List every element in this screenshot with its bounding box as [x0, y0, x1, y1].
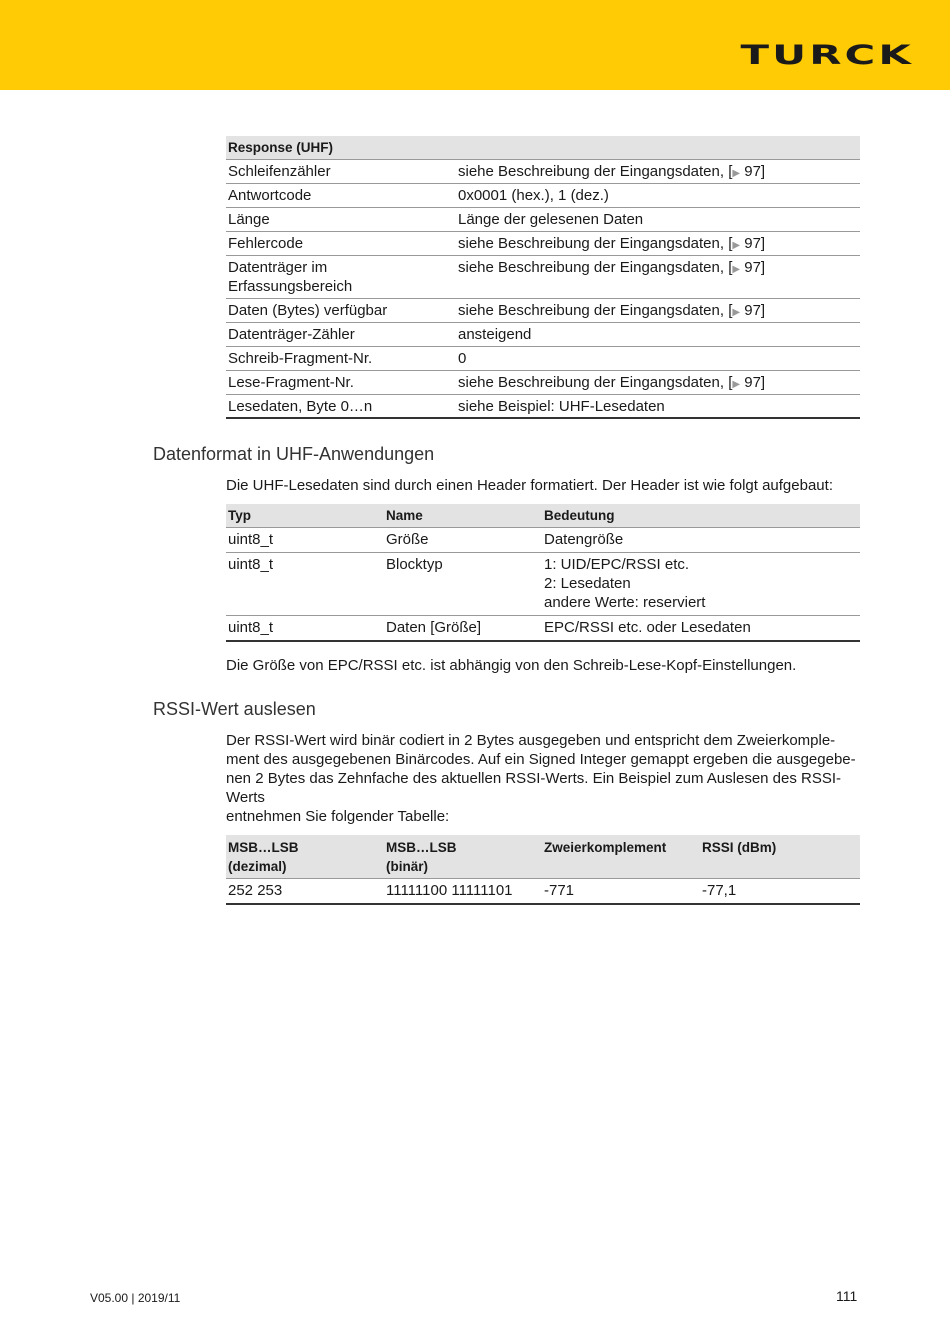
rssi-paragraph-line: ment des ausgegebenen Binärcodes. Auf ein Signed Integer gemappt ergeben die ausgegebe-	[226, 751, 856, 768]
table-row	[226, 552, 860, 615]
response-table-title: Response (UHF)	[228, 139, 334, 155]
section-intro: Die UHF-Lesedaten sind durch einen Header formatiert. Der Header ist wie folgt aufgebaut:	[226, 477, 833, 494]
field-name: Daten (Bytes) verfügbar	[226, 298, 456, 322]
value-text: siehe Beispiel: UHF-Lesedaten	[458, 397, 665, 415]
value-text: Länge der gelesenen Daten	[458, 210, 644, 228]
turck-logo: TURCK	[740, 40, 914, 71]
arrow-right-icon: ▶	[732, 378, 741, 390]
field-name: Länge	[226, 207, 456, 231]
col-header-zweierkomplement: Zweierkomplement	[544, 840, 667, 855]
value-text: siehe Beschreibung der Eingangsdaten,	[458, 301, 725, 319]
page-reference-link[interactable]: [▶ 97]	[724, 373, 766, 391]
header-band	[0, 0, 950, 90]
table-row	[226, 878, 860, 904]
value-text: siehe Beschreibung der Eingangsdaten,	[458, 162, 725, 180]
col-header-rssi: RSSI (dBm)	[702, 840, 777, 855]
col-header-bedeutung: Bedeutung	[544, 507, 615, 523]
rssi-paragraph	[226, 731, 860, 826]
value-text: siehe Beschreibung der Eingangsdaten,	[458, 258, 725, 276]
table-row	[226, 183, 860, 207]
table-row	[226, 346, 860, 370]
value-text: ansteigend	[458, 325, 532, 343]
arrow-right-icon: ▶	[732, 239, 741, 251]
table-cell: -77,1	[700, 878, 860, 904]
table-row	[226, 370, 860, 394]
page-reference-link[interactable]: [▶ 97]	[724, 162, 766, 180]
arrow-right-icon: ▶	[732, 306, 741, 318]
meaning-line: EPC/RSSI etc. oder Lesedaten	[544, 618, 751, 636]
table-cell	[542, 615, 860, 641]
table-cell: uint8_t	[226, 527, 384, 552]
value-text: 0x0001 (hex.), 1 (dez.)	[458, 186, 609, 204]
field-name: Lesedaten, Byte 0…n	[226, 394, 456, 418]
value-text: siehe Beschreibung der Eingangsdaten,	[458, 234, 725, 252]
response-table	[226, 136, 860, 419]
table-cell	[542, 552, 860, 615]
table-row	[226, 159, 860, 183]
field-value	[456, 159, 860, 183]
rssi-paragraph-line: entnehmen Sie folgender Tabelle:	[226, 808, 450, 825]
field-value	[456, 231, 860, 255]
meaning-line: Datengröße	[544, 530, 624, 548]
table-row	[226, 527, 860, 552]
field-name: Lese-Fragment-Nr.	[226, 370, 456, 394]
header-format-table	[226, 504, 860, 642]
arrow-right-icon: ▶	[732, 167, 741, 179]
table-row	[226, 255, 860, 298]
table-row	[226, 615, 860, 641]
field-value	[456, 370, 860, 394]
field-name: Antwortcode	[226, 183, 456, 207]
meaning-line: andere Werte: reserviert	[544, 593, 706, 611]
meaning-line: 2: Lesedaten	[544, 574, 631, 592]
field-name: Datenträger im Erfassungsbereich	[226, 255, 456, 298]
size-note: Die Größe von EPC/RSSI etc. ist abhängig von den Schreib-Lese-Kopf-Einstellungen.	[226, 657, 797, 674]
table-cell: Blocktyp	[384, 552, 542, 615]
field-value	[456, 298, 860, 322]
col-header-msb-dez: MSB…LSB (dezimal)	[228, 840, 299, 874]
table-cell: Daten [Größe]	[384, 615, 542, 641]
page-reference-link[interactable]: [▶ 97]	[724, 301, 766, 319]
table-cell: 11111100 11111101	[384, 878, 542, 904]
rssi-paragraph-line: Der RSSI-Wert wird binär codiert in 2 Bytes ausgegeben und entspricht dem Zweierkomple-	[226, 732, 836, 749]
table-row	[226, 322, 860, 346]
field-value	[456, 346, 860, 370]
table-cell: uint8_t	[226, 615, 384, 641]
field-value	[456, 322, 860, 346]
table-cell: Größe	[384, 527, 542, 552]
section-heading-datenformat: Datenformat in UHF-Anwendungen	[153, 444, 435, 464]
field-value	[456, 255, 860, 298]
field-value	[456, 183, 860, 207]
table-cell	[542, 527, 860, 552]
footer-version: V05.00 | 2019/11	[90, 1291, 181, 1305]
table-row	[226, 394, 860, 418]
rssi-paragraph-line: nen 2 Bytes das Zehnfache des aktuellen RSSI-Werts. Ein Beispiel zum Auslesen des RSSI-Werts	[226, 770, 842, 806]
table-row	[226, 207, 860, 231]
field-value	[456, 207, 860, 231]
arrow-right-icon: ▶	[732, 263, 741, 275]
field-name: Datenträger-Zähler	[226, 322, 456, 346]
field-name: Schleifenzähler	[226, 159, 456, 183]
col-header-typ: Typ	[228, 507, 251, 523]
value-text: 0	[458, 349, 467, 367]
value-text: siehe Beschreibung der Eingangsdaten,	[458, 373, 725, 391]
section-heading-rssi: RSSI-Wert auslesen	[153, 699, 316, 719]
field-name: Schreib-Fragment-Nr.	[226, 346, 456, 370]
rssi-table	[226, 835, 860, 905]
table-cell: uint8_t	[226, 552, 384, 615]
table-row	[226, 231, 860, 255]
col-header-name: Name	[386, 507, 423, 523]
field-name: Fehlercode	[226, 231, 456, 255]
page-reference-link[interactable]: [▶ 97]	[724, 234, 766, 252]
page-reference-link[interactable]: [▶ 97]	[724, 258, 766, 276]
meaning-line: 1: UID/EPC/RSSI etc.	[544, 555, 690, 573]
page-number: 111	[836, 1288, 858, 1304]
table-row	[226, 298, 860, 322]
table-cell: -771	[542, 878, 700, 904]
table-cell: 252 253	[226, 878, 384, 904]
col-header-msb-bin: MSB…LSB (binär)	[386, 840, 457, 874]
field-value	[456, 394, 860, 418]
